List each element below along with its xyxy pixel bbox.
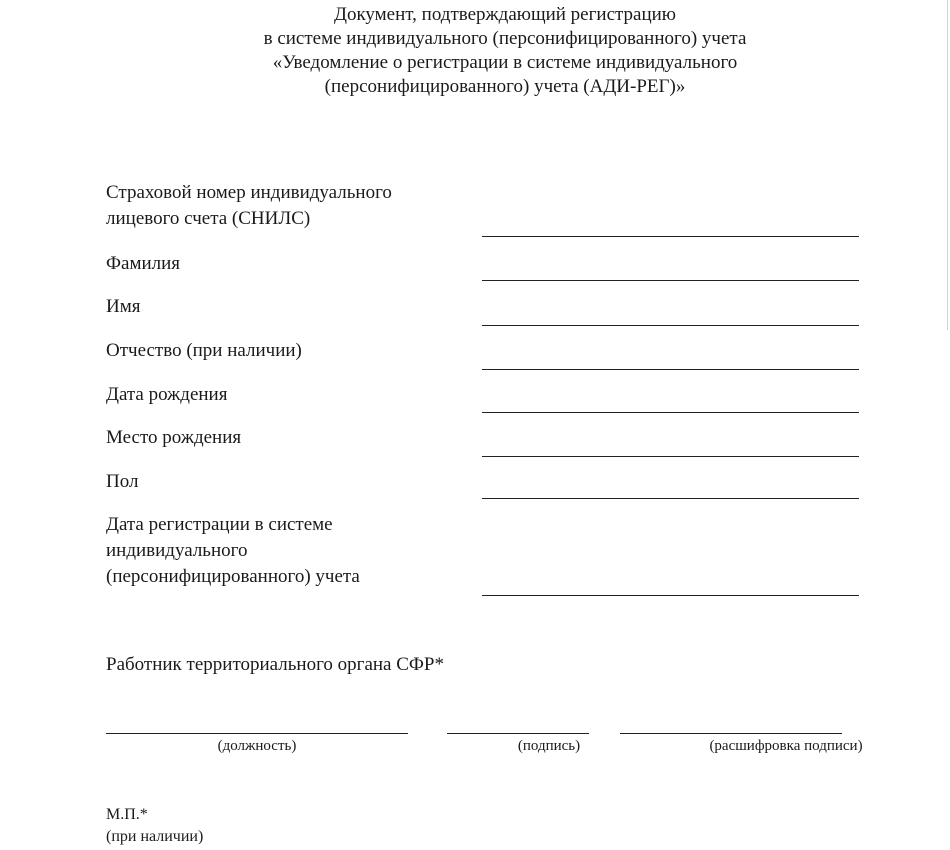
birth-place-label: Место рождения [106, 427, 242, 448]
reg-date-label-line-3: (персонифицированного) учета [106, 566, 360, 587]
title-line-4: (персонифицированного) учета (АДИ-РЕГ)» [324, 76, 686, 97]
signature-decoding-field[interactable] [620, 733, 842, 734]
snils-label-line-1: Страховой номер индивидуального [106, 182, 392, 203]
snils-field[interactable] [482, 236, 859, 237]
sex-field[interactable] [482, 498, 859, 499]
decoding-caption: (расшифровка подписи) [709, 738, 863, 754]
birth-date-label: Дата рождения [106, 384, 228, 405]
surname-field[interactable] [482, 280, 859, 281]
title-line-1: Документ, подтверждающий регистрацию [333, 4, 677, 25]
signature-caption: (подпись) [517, 738, 581, 754]
position-field[interactable] [106, 733, 408, 734]
reg-date-label-line-1: Дата регистрации в системе [106, 514, 333, 535]
stamp-block [106, 804, 203, 848]
sex-label: Пол [106, 471, 139, 492]
name-label: Имя [106, 296, 141, 317]
stamp-note: (при наличии) [106, 828, 204, 845]
patronymic-field[interactable] [482, 369, 859, 370]
birth-place-field[interactable] [482, 456, 859, 457]
worker-title: Работник территориального органа СФР* [106, 654, 444, 675]
title-line-3: «Уведомление о регистрации в системе индивидуального [272, 52, 738, 73]
signature-field[interactable] [447, 733, 589, 734]
position-caption: (должность) [217, 738, 297, 754]
reg-date-label [106, 512, 360, 590]
title-line-2: в системе индивидуального (персонифицированного) учета [263, 28, 747, 49]
reg-date-field[interactable] [482, 595, 859, 596]
name-field[interactable] [482, 325, 859, 326]
document-title [0, 3, 950, 99]
snils-label [106, 180, 392, 232]
reg-date-label-line-2: индивидуального [106, 540, 248, 561]
stamp-label: М.П.* [106, 806, 148, 823]
snils-label-line-2: лицевого счета (СНИЛС) [106, 208, 311, 229]
surname-label: Фамилия [106, 253, 181, 274]
patronymic-label: Отчество (при наличии) [106, 340, 302, 361]
birth-date-field[interactable] [482, 412, 859, 413]
